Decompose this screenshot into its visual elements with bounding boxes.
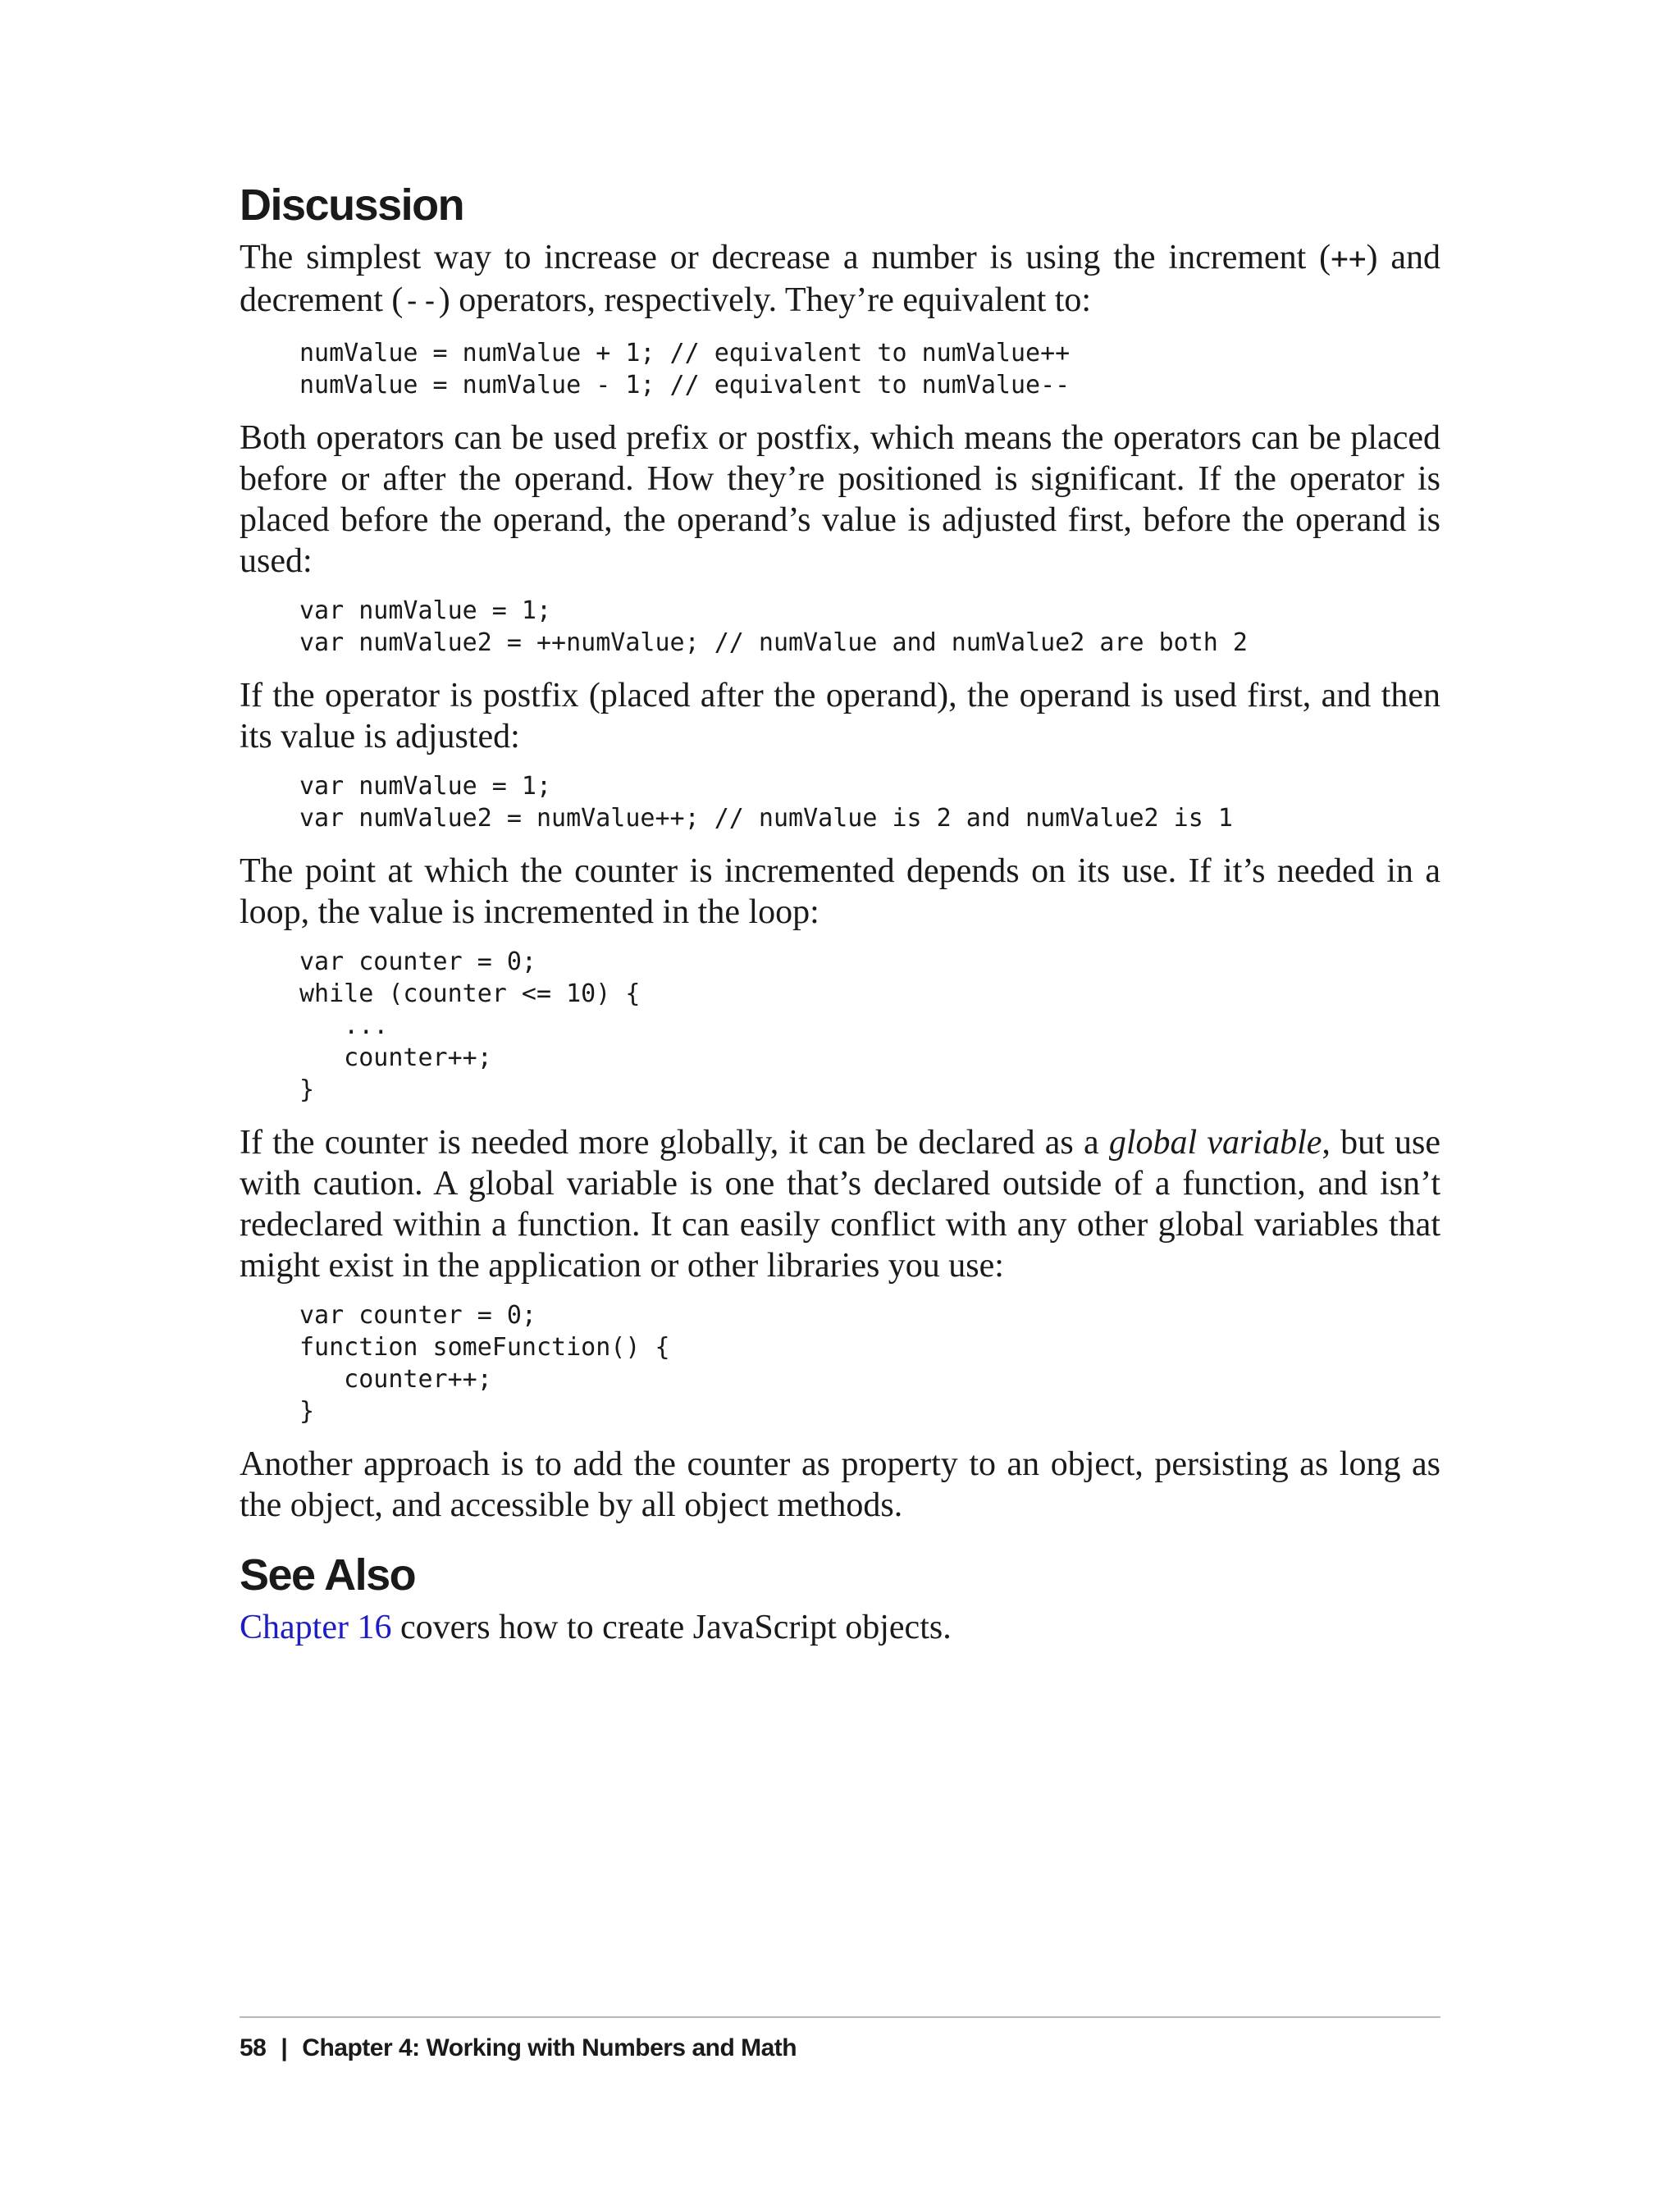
chapter-title: Chapter 4: Working with Numbers and Math: [302, 2034, 797, 2061]
paragraph-increment-intro: [240, 237, 1440, 322]
heading-discussion: Discussion: [240, 180, 464, 230]
page-number: 58: [240, 2034, 267, 2061]
code-block-equivalents: numValue = numValue + 1; // equivalent to numValue++ numValue = numValue - 1; // equivalent to numValue--: [299, 338, 1071, 399]
paragraph-postfix: If the operator is postfix (placed after the operand), the operand is used first, and then its value is adjusted:: [240, 676, 1440, 756]
footer-separator: |: [281, 2034, 288, 2061]
code-block-loop: var counter = 0; while (counter <= 10) { ... counter++; }: [299, 947, 641, 1104]
text-fragment: If the counter is needed more globally, it can be declared as a: [240, 1123, 1109, 1162]
text-fragment: The simplest way to increase or decrease a number is using the increment (: [240, 238, 1331, 276]
code-block-global: var counter = 0; function someFunction() { counter++; }: [299, 1300, 670, 1426]
text-fragment: , but use with caution. A global variable is one that’s declared outside of a function, and isn’t redeclared within a function. It can easily conflict with any other global variables that might exist in the application or other libraries you use:: [240, 1123, 1440, 1285]
heading-see-also: See Also: [240, 1550, 416, 1600]
emphasis-global-variable: global variable: [1108, 1123, 1322, 1162]
inline-code-decrement: --: [403, 284, 439, 318]
text-fragment: ) operators, respectively. They’re equivalent to:: [438, 281, 1092, 319]
paragraph-loop-counter: The point at which the counter is incremented depends on its use. If it’s needed in a loop, the value is incremented in the loop:: [240, 851, 1440, 931]
inline-code-increment: ++: [1331, 241, 1367, 276]
text-fragment: ) and decrement (: [240, 238, 1441, 319]
code-block-prefix: var numValue = 1; var numValue2 = ++numValue; // numValue and numValue2 are both 2: [299, 596, 1248, 657]
paragraph-see-also: [240, 1607, 1440, 1648]
paragraph-object-property: Another approach is to add the counter as property to an object, persisting as long as the object, and accessible by all object methods.: [240, 1445, 1440, 1524]
chapter-16-link[interactable]: Chapter 16: [240, 1608, 392, 1646]
text-fragment: covers how to create JavaScript objects.: [391, 1608, 952, 1646]
page-footer: [240, 2016, 1440, 2062]
paragraph-prefix-postfix: Both operators can be used prefix or postfix, which means the operators can be placed before or after the operand. How they’re positioned is significant. If the operator is placed before the operand, the operand’s value is adjusted first, before the operand is used:: [240, 418, 1440, 580]
code-block-postfix: var numValue = 1; var numValue2 = numValue++; // numValue is 2 and numValue2 is 1: [299, 771, 1233, 833]
paragraph-global-variable: [240, 1122, 1440, 1286]
page-content: [240, 179, 1440, 1648]
